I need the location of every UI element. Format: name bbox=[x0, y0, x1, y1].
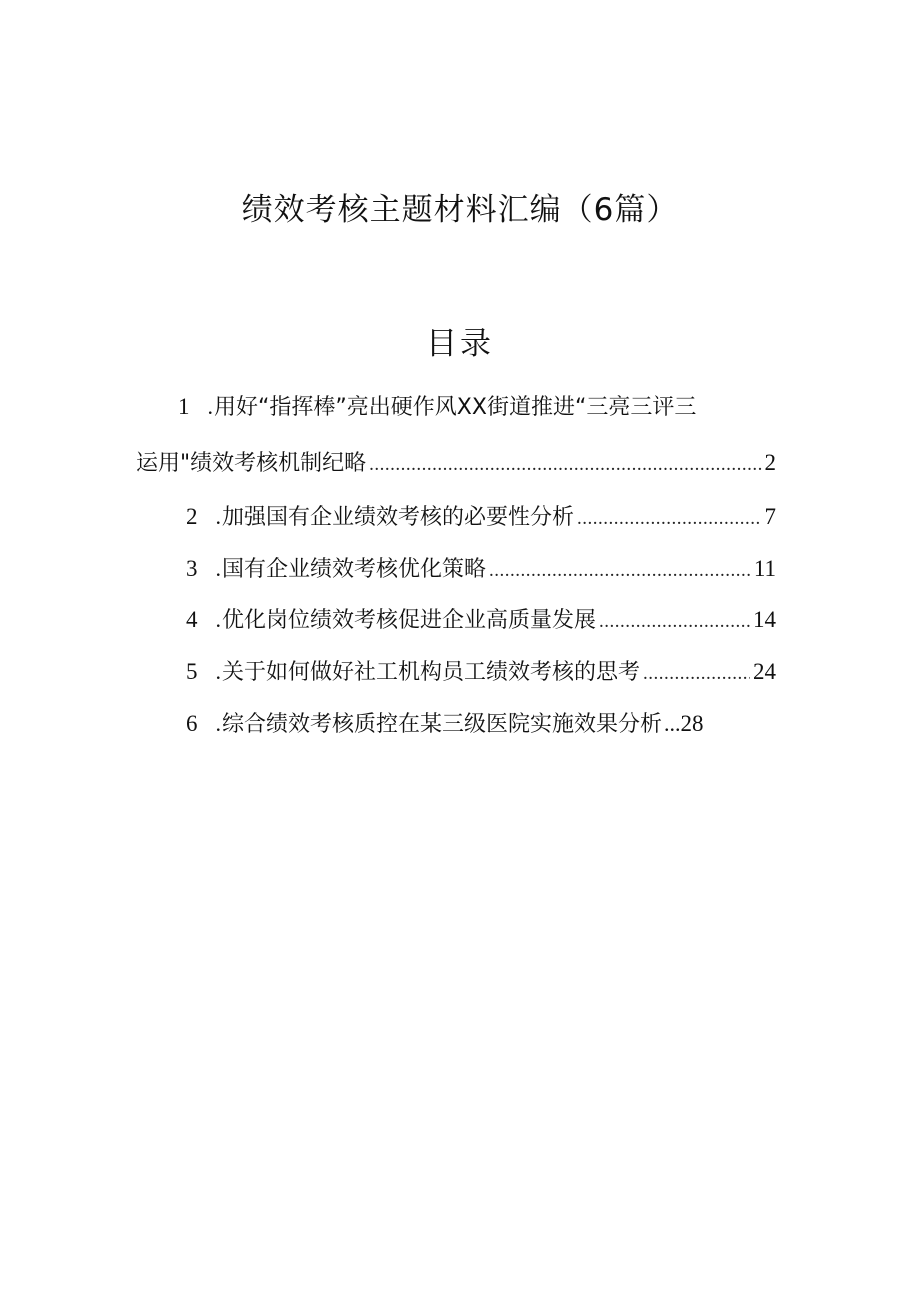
toc-entry-title-continued: 运用"绩效考核机制纪略 bbox=[136, 451, 367, 476]
toc-dot-leader bbox=[599, 605, 750, 639]
toc-entry-title: 加强国有企业绩效考核的必要性分析 bbox=[222, 505, 575, 530]
toc-entry-title: 国有企业绩效考核优化策略 bbox=[222, 557, 487, 582]
toc-entry-dot: . bbox=[207, 394, 213, 419]
toc-entry-number: 6 bbox=[186, 711, 198, 736]
toc-page-number: 11 bbox=[753, 556, 776, 581]
toc-entry-dot: . bbox=[215, 556, 221, 581]
toc-entry-title: 优化岗位绩效考核促进企业高质量发展 bbox=[222, 608, 597, 633]
toc-page-number: 2 bbox=[764, 450, 776, 475]
toc-entry-number: 3 bbox=[186, 556, 198, 581]
toc-entry-number: 5 bbox=[186, 659, 198, 684]
toc-entry-title: 关于如何做好社工机构员工绩效考核的思考 bbox=[222, 660, 641, 685]
toc-entry-1-line-2[interactable] bbox=[136, 446, 776, 480]
toc-page-number: 28 bbox=[680, 711, 704, 736]
toc-entry-title: 用好“指挥棒”亮出硬作风XX街道推进“三亮三评三 bbox=[214, 395, 697, 420]
toc-entry-dot: . bbox=[215, 659, 221, 684]
toc-entry-5[interactable] bbox=[186, 655, 776, 689]
toc-entry-2[interactable] bbox=[186, 500, 776, 534]
document-title: 绩效考核主题材料汇编（6篇） bbox=[241, 192, 679, 228]
toc-dot-leader bbox=[643, 657, 750, 691]
toc-dot-leader: ... bbox=[664, 711, 681, 736]
toc-dot-leader bbox=[489, 554, 751, 588]
toc-entry-dot: . bbox=[215, 607, 221, 632]
toc-entry-1-line-1[interactable] bbox=[178, 390, 778, 424]
toc-page-number: 7 bbox=[764, 504, 776, 529]
toc-entry-title: 综合绩效考核质控在某三级医院实施效果分析 bbox=[222, 712, 663, 737]
toc-heading: 目录 bbox=[426, 326, 494, 362]
toc-entry-dot: . bbox=[215, 711, 221, 736]
toc-page-number: 24 bbox=[753, 659, 776, 684]
toc-dot-leader bbox=[369, 448, 761, 482]
toc-entry-dot: . bbox=[215, 504, 221, 529]
toc-dot-leader bbox=[577, 502, 761, 536]
toc-entry-number: 2 bbox=[186, 504, 198, 529]
toc-entry-6[interactable] bbox=[186, 707, 704, 741]
toc-entry-3[interactable] bbox=[186, 552, 776, 586]
toc-entry-number: 4 bbox=[186, 607, 198, 632]
toc-page-number: 14 bbox=[753, 607, 776, 632]
toc-entry-number: 1 bbox=[178, 394, 190, 419]
toc-entry-4[interactable] bbox=[186, 603, 776, 637]
